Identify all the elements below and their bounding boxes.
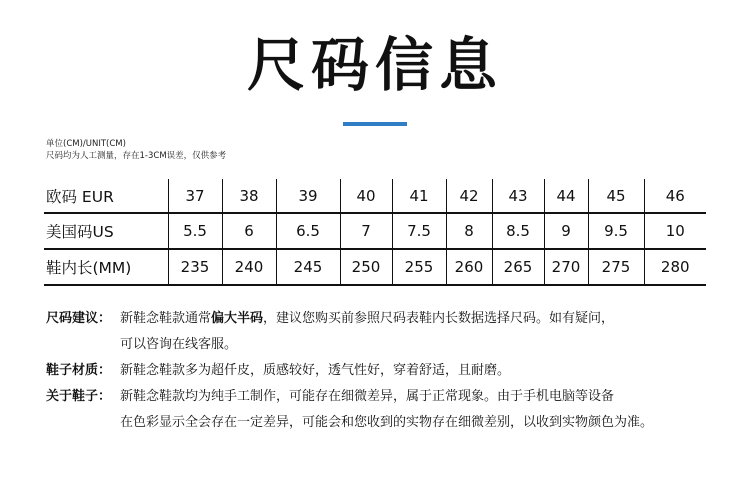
table-cell: 39: [276, 179, 340, 213]
table-cell: 43: [492, 179, 544, 213]
table-cell: 46: [644, 179, 706, 213]
table-cell: 41: [392, 179, 446, 213]
table-cell: 8.5: [492, 213, 544, 249]
table-cell: 7: [340, 213, 392, 249]
table-cell: 6.5: [276, 213, 340, 249]
unit-note-line: 单位(CM)/UNIT(CM): [46, 139, 126, 149]
note-label: 关于鞋子：: [46, 389, 112, 404]
table-cell: 38: [222, 179, 276, 213]
title-underline: [343, 122, 407, 126]
note-highlight: 偏大半码: [211, 311, 264, 326]
page-title: 尺码信息: [246, 31, 503, 99]
table-cell: 6: [222, 213, 276, 249]
note-material: [46, 358, 736, 384]
note-size-advice-cont: [46, 332, 736, 358]
unit-note: [46, 138, 226, 162]
note-size-advice: [46, 306, 736, 332]
note-text: 新鞋念鞋款均为纯手工制作，可能存在细微差异，属于正常现象。由于手机电脑等设备: [120, 389, 615, 404]
table-row-length: [44, 249, 706, 285]
row-header: 鞋内长(MM): [44, 249, 168, 285]
table-cell: 265: [492, 249, 544, 285]
note-text-part: ，建议您购买前参照尺码表鞋内长数据选择尺码。如有疑问，: [263, 311, 615, 326]
table-cell: 42: [446, 179, 492, 213]
note-label: 鞋子材质：: [46, 363, 112, 378]
table-row-eur: [44, 179, 706, 213]
table-cell: 7.5: [392, 213, 446, 249]
table-cell: 245: [276, 249, 340, 285]
table-cell: 40: [340, 179, 392, 213]
unit-note-line: 尺码均为人工测量，存在1-3CM误差，仅供参考: [46, 151, 227, 161]
size-table: [44, 179, 706, 286]
table-cell: 9.5: [588, 213, 644, 249]
table-cell: 10: [644, 213, 706, 249]
table-cell: 37: [168, 179, 222, 213]
table-cell: 240: [222, 249, 276, 285]
notes-section: [46, 306, 736, 436]
note-about-cont: [46, 410, 736, 436]
note-text: 可以咨询在线客服。: [120, 337, 238, 352]
table-cell: 8: [446, 213, 492, 249]
table-cell: 260: [446, 249, 492, 285]
table-cell: 45: [588, 179, 644, 213]
note-text-part: 新鞋念鞋款通常: [120, 311, 212, 326]
row-header: 美国码US: [44, 213, 168, 249]
table-cell: 280: [644, 249, 706, 285]
table-cell: 270: [544, 249, 588, 285]
table-cell: 275: [588, 249, 644, 285]
table-cell: 255: [392, 249, 446, 285]
note-about: [46, 384, 736, 410]
table-row-us: [44, 213, 706, 249]
table-cell: 9: [544, 213, 588, 249]
note-label: 尺码建议：: [46, 311, 112, 326]
table-cell: 5.5: [168, 213, 222, 249]
note-text: 新鞋念鞋款多为超仟皮，质感较好，透气性好，穿着舒适，且耐磨。: [120, 363, 511, 378]
table-cell: 250: [340, 249, 392, 285]
note-text: 在色彩显示全会存在一定差异，可能会和您收到的实物存在细微差别，以收到实物颜色为准。: [120, 415, 654, 430]
table-cell: 235: [168, 249, 222, 285]
note-text: [120, 311, 614, 326]
table-cell: 44: [544, 179, 588, 213]
row-header: 欧码 EUR: [44, 179, 168, 213]
